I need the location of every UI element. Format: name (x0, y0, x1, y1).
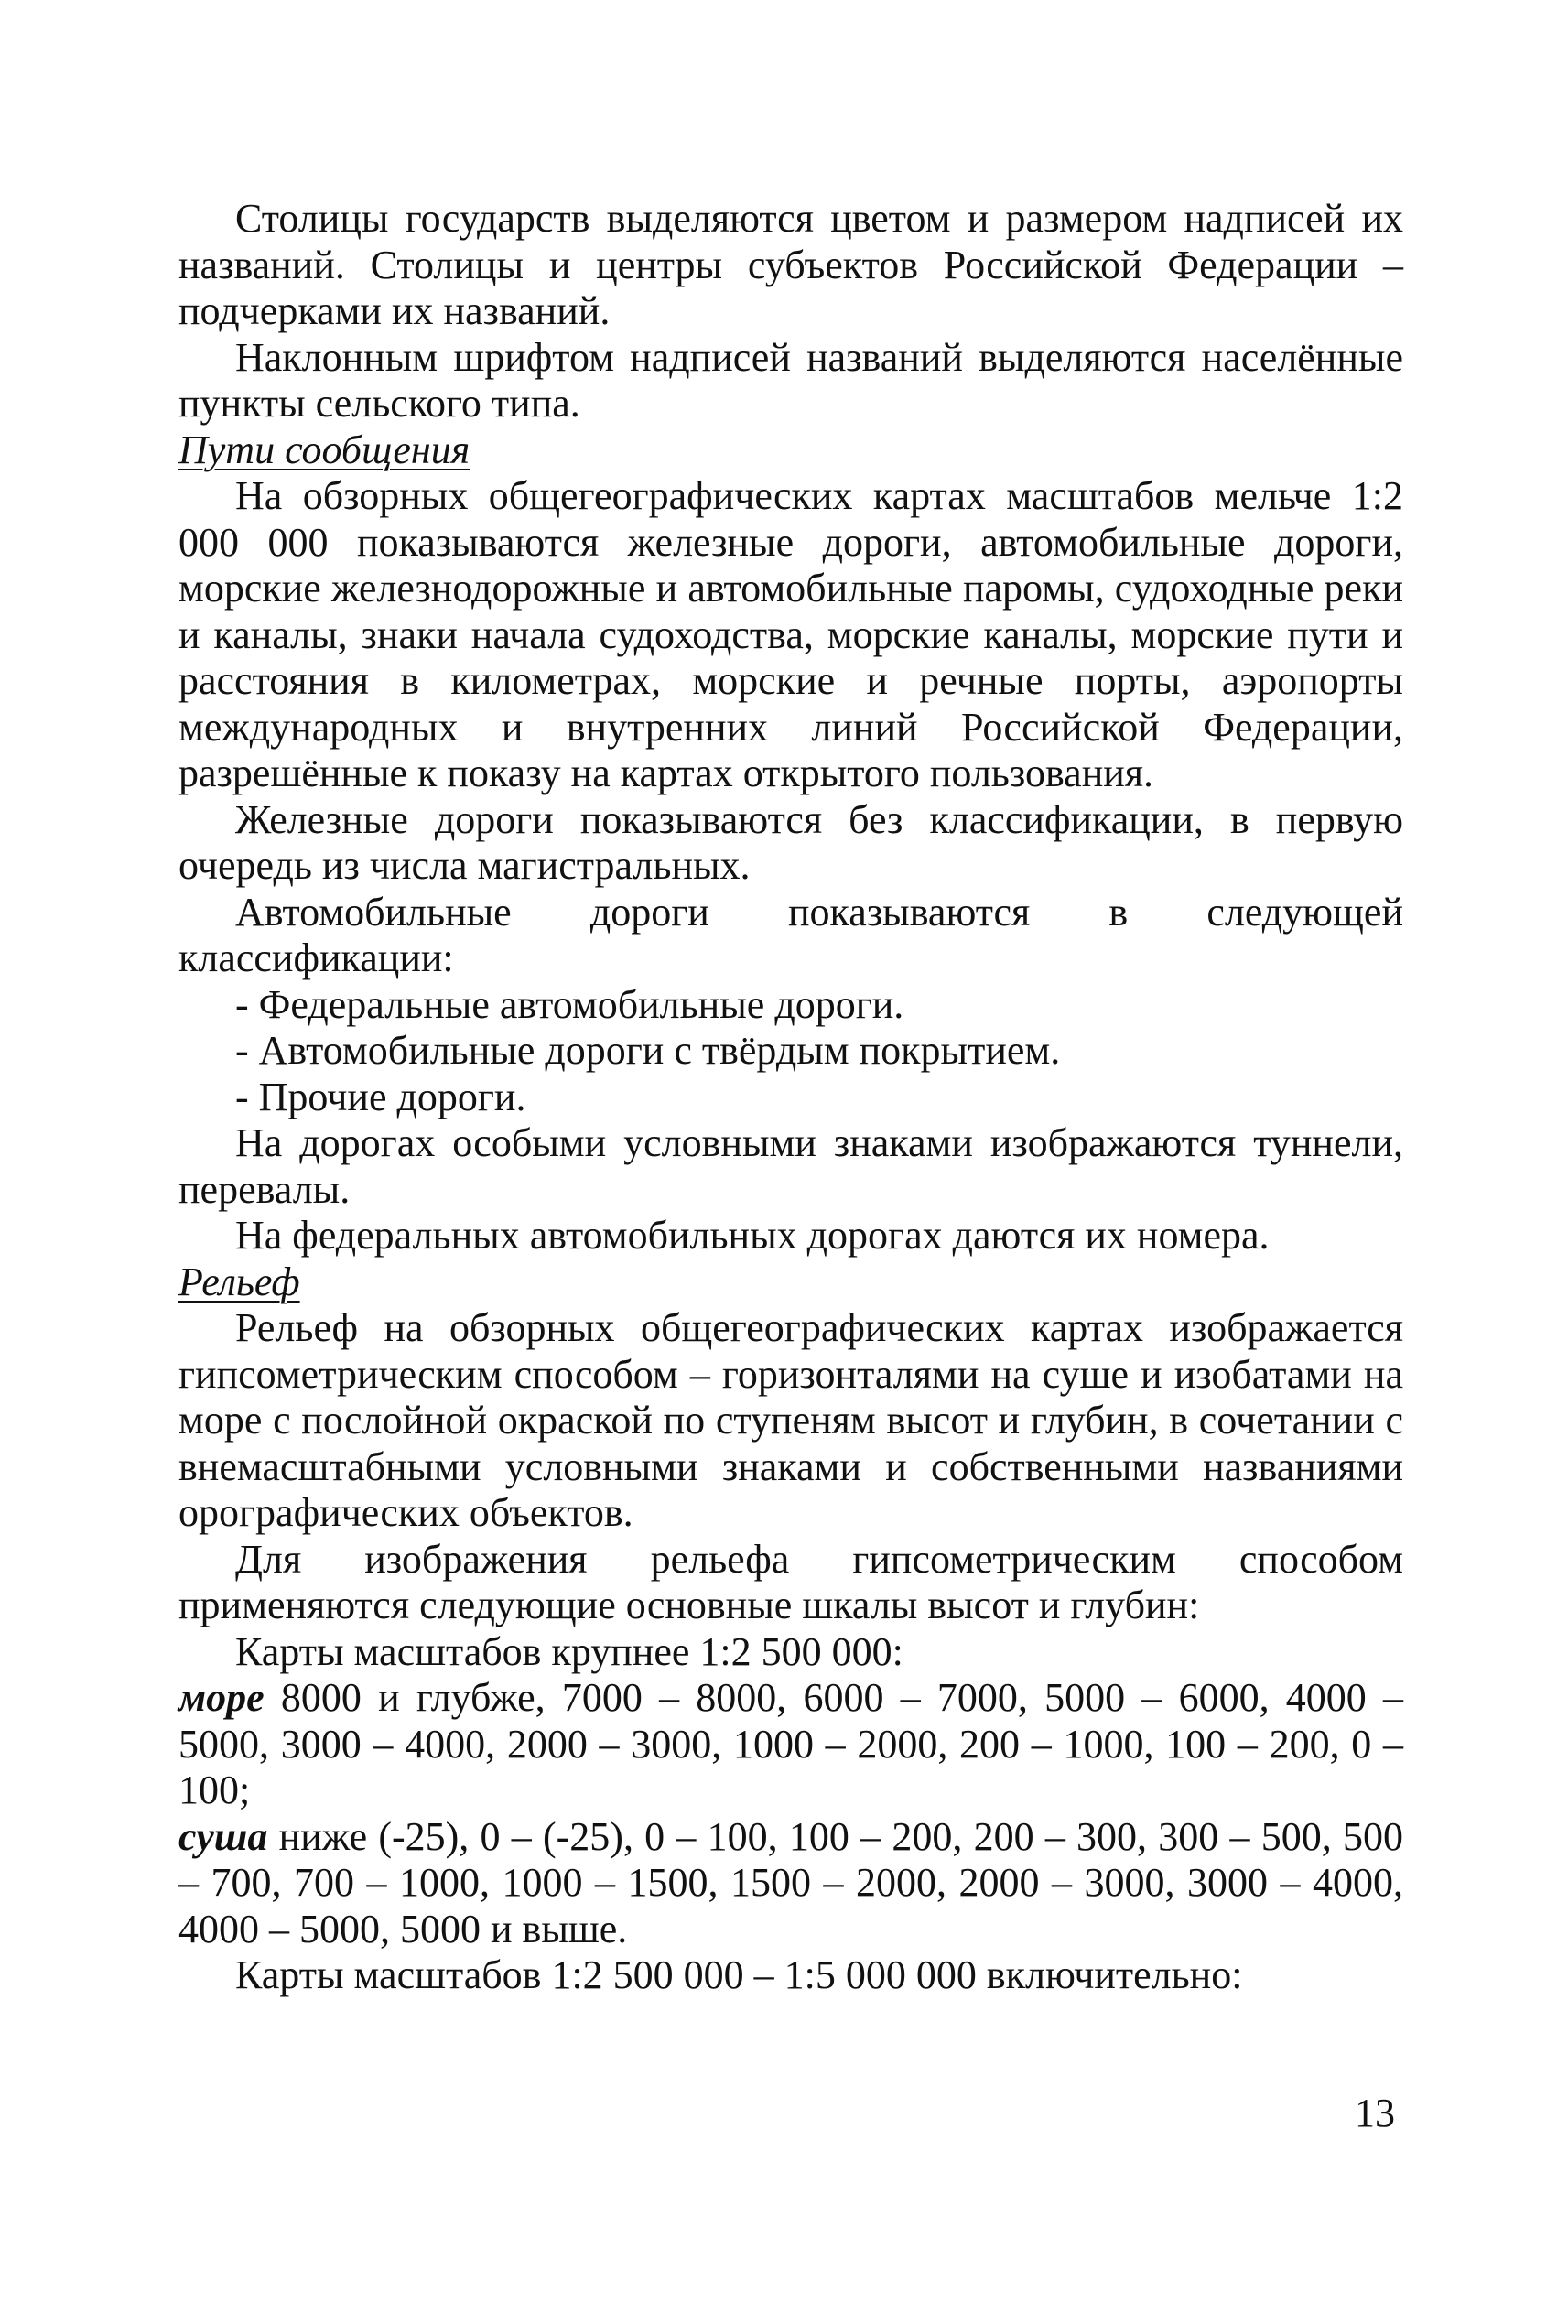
sea-values: 8000 и глубже, 7000 – 8000, 6000 – 7000, 5000 – 6000, 4000 – 5000, 3000 – 4000, 2000 – 3000, 1000 – 2000, 200 – 1000, 100 – 200, 0 – 100; (178, 1675, 1403, 1812)
list-item: - Автомобильные дороги с твёрдым покрытием. (235, 1028, 1061, 1073)
list-item: - Федеральные автомобильные дороги. (235, 981, 904, 1027)
section-heading-relief-text: Рельеф (178, 1259, 300, 1304)
paragraph-capitals: Столицы государств выделяются цветом и размером надписей их названий. Столицы и центры субъектов Российской Федерации – подчерками их названий. (178, 196, 1403, 333)
section-heading-relief (178, 1259, 1403, 1306)
sea-label: море (178, 1675, 265, 1720)
paragraph-rural-settlements: Наклонным шрифтом надписей названий выделяются населённые пункты сельского типа. (178, 334, 1403, 426)
paragraph-large-scale-maps: Карты масштабов крупнее 1:2 500 000: (235, 1628, 903, 1674)
paragraph-scales-intro: Для изображения рельефа гипсометрическим способом применяются следующие основные шкалы высот и глубин: (178, 1536, 1403, 1627)
section-heading-routes-text: Пути сообщения (178, 427, 470, 472)
paragraph-road-numbers: На федеральных автомобильных дорогах даются их номера. (235, 1213, 1270, 1258)
paragraph-relief-method: Рельеф на обзорных общегеографических картах изображается гипсометрическим способом – горизонталями на суше и изобатами на море с послойной окраской по ступеням высот и глубин, в сочетании с внемасштабными условными знаками и собственными названиями орографических объектов. (178, 1305, 1403, 1535)
document-page (178, 196, 1403, 1999)
paragraph-routes-shown: На обзорных общегеографических картах масштабов мельче 1:2 000 000 показываются железные дороги, автомобильные дороги, морские железнодорожные и автомобильные паромы, судоходные реки и каналы, знаки начала судоходства, морские каналы, морские пути и расстояния в километрах, морские и речные порты, аэропорты международных и внутренних линий Российской Федерации, разрешённые к показу на картах открытого пользования. (178, 473, 1403, 795)
paragraph-medium-scale-maps: Карты масштабов 1:2 500 000 – 1:5 000 000 включительно: (235, 1952, 1243, 1997)
land-label: суша (178, 1813, 268, 1859)
paragraph-land-scale (178, 1814, 1403, 1953)
land-values: ниже (-25), 0 – (-25), 0 – 100, 100 – 200, 200 – 300, 300 – 500, 500 – 700, 700 – 1000, 1000 – 1500, 1500 – 2000, 2000 – 3000, 3000 – 4000, 4000 – 5000, 5000 и выше. (178, 1813, 1403, 1951)
paragraph-tunnels: На дорогах особыми условными знаками изображаются туннели, перевалы. (178, 1120, 1403, 1212)
paragraph-sea-scale (178, 1675, 1403, 1814)
page-number: 13 (1355, 2091, 1395, 2135)
paragraph-railways: Железные дороги показываются без классификации, в первую очередь из числа магистральных. (178, 796, 1403, 888)
list-item: - Прочие дороги. (235, 1074, 526, 1119)
paragraph-roads-classification: Автомобильные дороги показываются в следующей классификации: (178, 889, 1403, 980)
section-heading-routes (178, 427, 1403, 474)
